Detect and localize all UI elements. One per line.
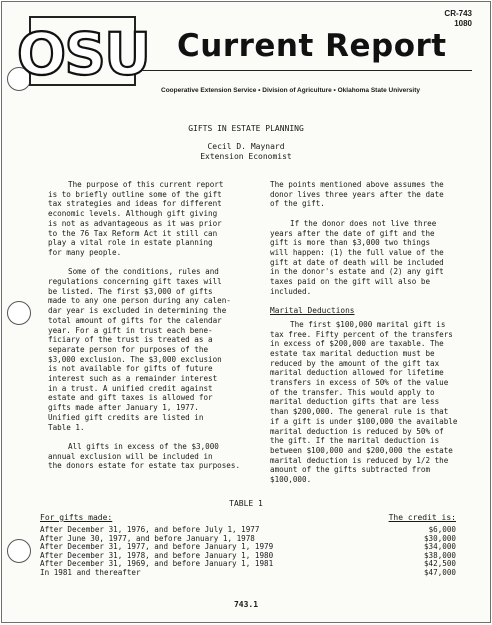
- period-cell: After December 31, 1969, and before January 1, 1981: [40, 559, 274, 569]
- header-rule: [142, 70, 472, 71]
- punch-hole: [7, 539, 31, 563]
- punch-hole: [7, 301, 31, 325]
- period-cell: After December 31, 1976, and before July 1, 1977: [40, 525, 260, 534]
- left-column: [48, 180, 253, 481]
- credit-cell: $6,000: [428, 525, 456, 534]
- table-header: [40, 513, 456, 522]
- right-column: [270, 180, 475, 494]
- author-block: [2, 142, 490, 162]
- report-number: CR-743: [444, 9, 472, 18]
- paragraph: If the donor does not live three years after the date of gift and the gift is more than $3,000 two things will happen: (1) the full value of the gift at date of death will be included in the donor's estate and (2) any gift taxes paid on the gift will also be included.: [270, 218, 444, 296]
- author-name: Cecil D. Maynard: [207, 142, 285, 151]
- credit-cell: $30,000: [423, 533, 456, 543]
- table-caption: TABLE 1: [229, 499, 263, 508]
- section-heading: Marital Deductions: [270, 306, 355, 316]
- period-cell: After December 31, 1978, and before January 1, 1980: [40, 550, 274, 560]
- period-cell: In 1981 and thereafter: [40, 567, 141, 577]
- column-header-credit: The credit is:: [388, 513, 456, 522]
- paragraph: The first $100,000 marital gift is tax free. Fifty percent of the transfers in excess of $200,000 are taxable. The estate tax marital deduction must be reduced by the amount of the gift tax marital deduction allowed for lifetime transfers in excess of 50% of the value of the transfer. This would apply to marital deduction gifts that are less than $200,000. The general rule is that if a gift is under $100,000 the available marital deduction is reduced by 50% of the gift. If the marital deduction is between $100,000 and $200,000 the estate marital deduction is reduced by 1/2 the amount of the gifts subtracted from $100,000.: [270, 319, 458, 485]
- credit-table: [40, 526, 456, 578]
- credit-cell: $34,000: [423, 542, 456, 552]
- report-page: [1, 1, 491, 623]
- document-title: GIFTS IN ESTATE PLANNING: [188, 124, 304, 133]
- report-date-code: 1080: [454, 19, 472, 28]
- paragraph: The purpose of this current report is to briefly outline some of the gift tax strategies and ideas for different economic levels. Although gift giving is not as advantageous as it was prior to the 76 Tax Reform Act it still can play a vital role in estate planning for many people.: [48, 180, 224, 257]
- osu-logo: [16, 16, 149, 88]
- logo-lettering: OSU: [16, 20, 149, 88]
- report-series-title: Current Report: [177, 28, 447, 64]
- period-cell: After December 31, 1977, and before January 1, 1979: [40, 542, 274, 552]
- credit-cell: $47,000: [423, 567, 456, 577]
- credit-cell: $42,500: [423, 559, 456, 569]
- page-number: 743.1: [233, 600, 259, 609]
- paragraph: All gifts in excess of the $3,000 annual exclusion will be included in the donors estate for estate tax purposes.: [48, 441, 241, 471]
- osu-logo-mark: [16, 20, 149, 88]
- paragraph: The points mentioned above assumes the donor lives three years after the date of the gift.: [270, 180, 444, 209]
- table-row: [40, 569, 456, 578]
- column-header-period: For gifts made:: [40, 513, 113, 522]
- credit-cell: $38,000: [423, 550, 456, 560]
- period-cell: After June 30, 1977, and before January 1, 1978: [40, 533, 255, 543]
- report-code: [444, 9, 472, 29]
- organization-line: Cooperative Extension Service • Division of Agriculture • Oklahoma State University: [161, 87, 420, 94]
- paragraph: Some of the conditions, rules and regulations concerning gift taxes will be listed. The first $3,000 of gifts made to any one person during any calen- dar year is excluded in determining the total amount of gifts for the calendar year. For a gift in trust each bene- ficiary of the trust is treated as a separate person for purposes of the $3,000 exclusion. The $3,000 exclusion is not available for gifts of future interest such as a remainder interest in a trust. A unified credit against estate and gift taxes is allowed for gifts made after January 1, 1977. Unified gift credits are listed in Table 1.: [48, 267, 231, 432]
- author-title: Extension Economist: [200, 152, 292, 161]
